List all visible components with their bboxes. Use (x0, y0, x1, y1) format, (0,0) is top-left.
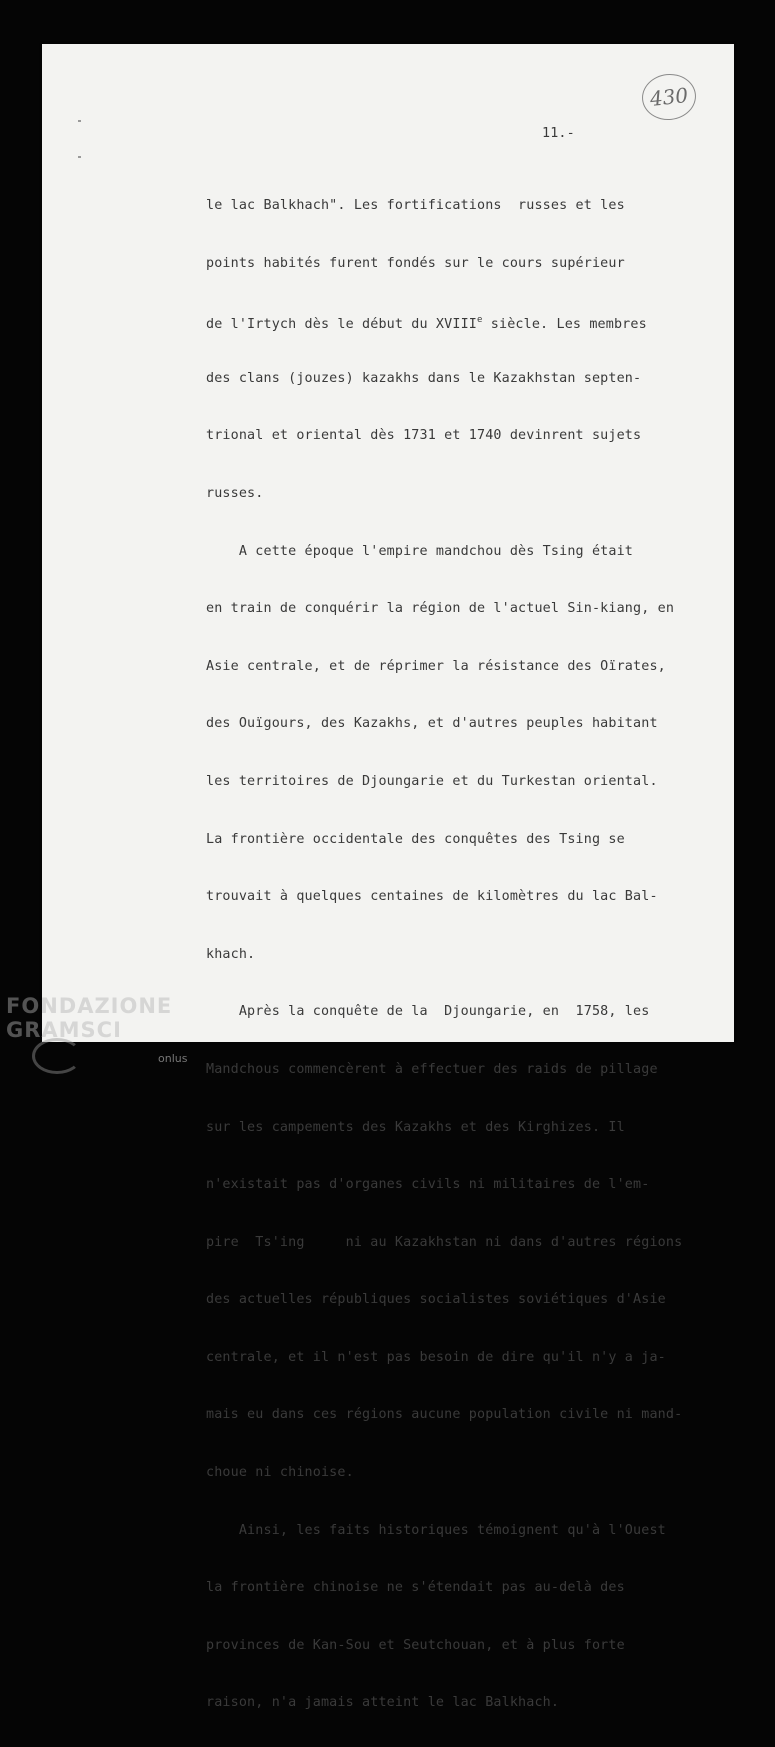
text-line: en train de conquérir la région de l'actuel Sin-kiang, en (206, 601, 675, 617)
text-line: le lac Balkhach". Les fortifications russes et les (206, 198, 625, 213)
text-line: des Ouïgours, des Kazakhs, et d'autres peuples habitant (206, 716, 658, 732)
text-line: Après la conquête de la Djoungarie, en 1758, les (206, 1004, 650, 1020)
text-line: Ainsi, les faits historiques témoignent qu'à l'Ouest (206, 1522, 666, 1538)
text-line: A cette époque l'empire mandchou dès Tsing était (206, 543, 634, 559)
text-line: n'existait pas d'organes civils ni militaires de l'em- (206, 1177, 650, 1193)
foundation-logo-icon (32, 1038, 82, 1074)
page-number: 11.- (542, 126, 575, 141)
watermark-line-1: FONDAZIONE (6, 994, 173, 1018)
text-line: la frontière chinoise ne s'étendait pas au-delà des (206, 1580, 625, 1596)
text-line: mais eu dans ces régions aucune population civile ni mand- (206, 1407, 683, 1423)
watermark-onlus: onlus (158, 1052, 188, 1065)
superscript: e (477, 315, 483, 326)
text-line: Asie centrale, et de réprimer la résistance des Oïrates, (206, 658, 666, 674)
text-line: La frontière occidentale des conquêtes des Tsing se (206, 831, 625, 847)
text-line: khach. (206, 946, 256, 962)
text-line: choue ni chinoise. (206, 1465, 354, 1481)
punch-mark (78, 120, 81, 122)
punch-mark (78, 156, 81, 158)
text-line: provinces de Kan-Sou et Seutchouan, et à plus forte (206, 1637, 625, 1653)
archive-stamp: 430 (640, 71, 699, 122)
text-line: trouvait à quelques centaines de kilomètres du lac Bal- (206, 889, 658, 905)
text-line: pire Ts'ing ni au Kazakhstan ni dans d'autres régions (206, 1234, 683, 1250)
text-line: de l'Irtych dès le début du XVIIIe siècle. Les membres (206, 315, 647, 333)
typed-text (206, 162, 682, 1747)
text-line: Mandchous commencèrent à effectuer des raids de pillage (206, 1061, 658, 1077)
text-line: sur les campements des Kazakhs et des Kirghizes. Il (206, 1119, 625, 1135)
text-line: centrale, et il n'est pas besoin de dire qu'il n'y a ja- (206, 1349, 666, 1365)
text-line: les territoires de Djoungarie et du Turkestan oriental. (206, 773, 658, 789)
text-line: points habités furent fondés sur le cours supérieur (206, 255, 625, 271)
foundation-watermark (6, 994, 172, 1042)
watermark-line-2: GRAMSCI (6, 1018, 122, 1042)
text-line: des clans (jouzes) kazakhs dans le Kazakhstan septen- (206, 370, 642, 386)
text-line: trional et oriental dès 1731 et 1740 devinrent sujets (206, 428, 642, 444)
text-line: raison, n'a jamais atteint le lac Balkhach. (206, 1695, 560, 1711)
text-line: russes. (206, 485, 264, 501)
text-line: des actuelles républiques socialistes soviétiques d'Asie (206, 1292, 666, 1308)
